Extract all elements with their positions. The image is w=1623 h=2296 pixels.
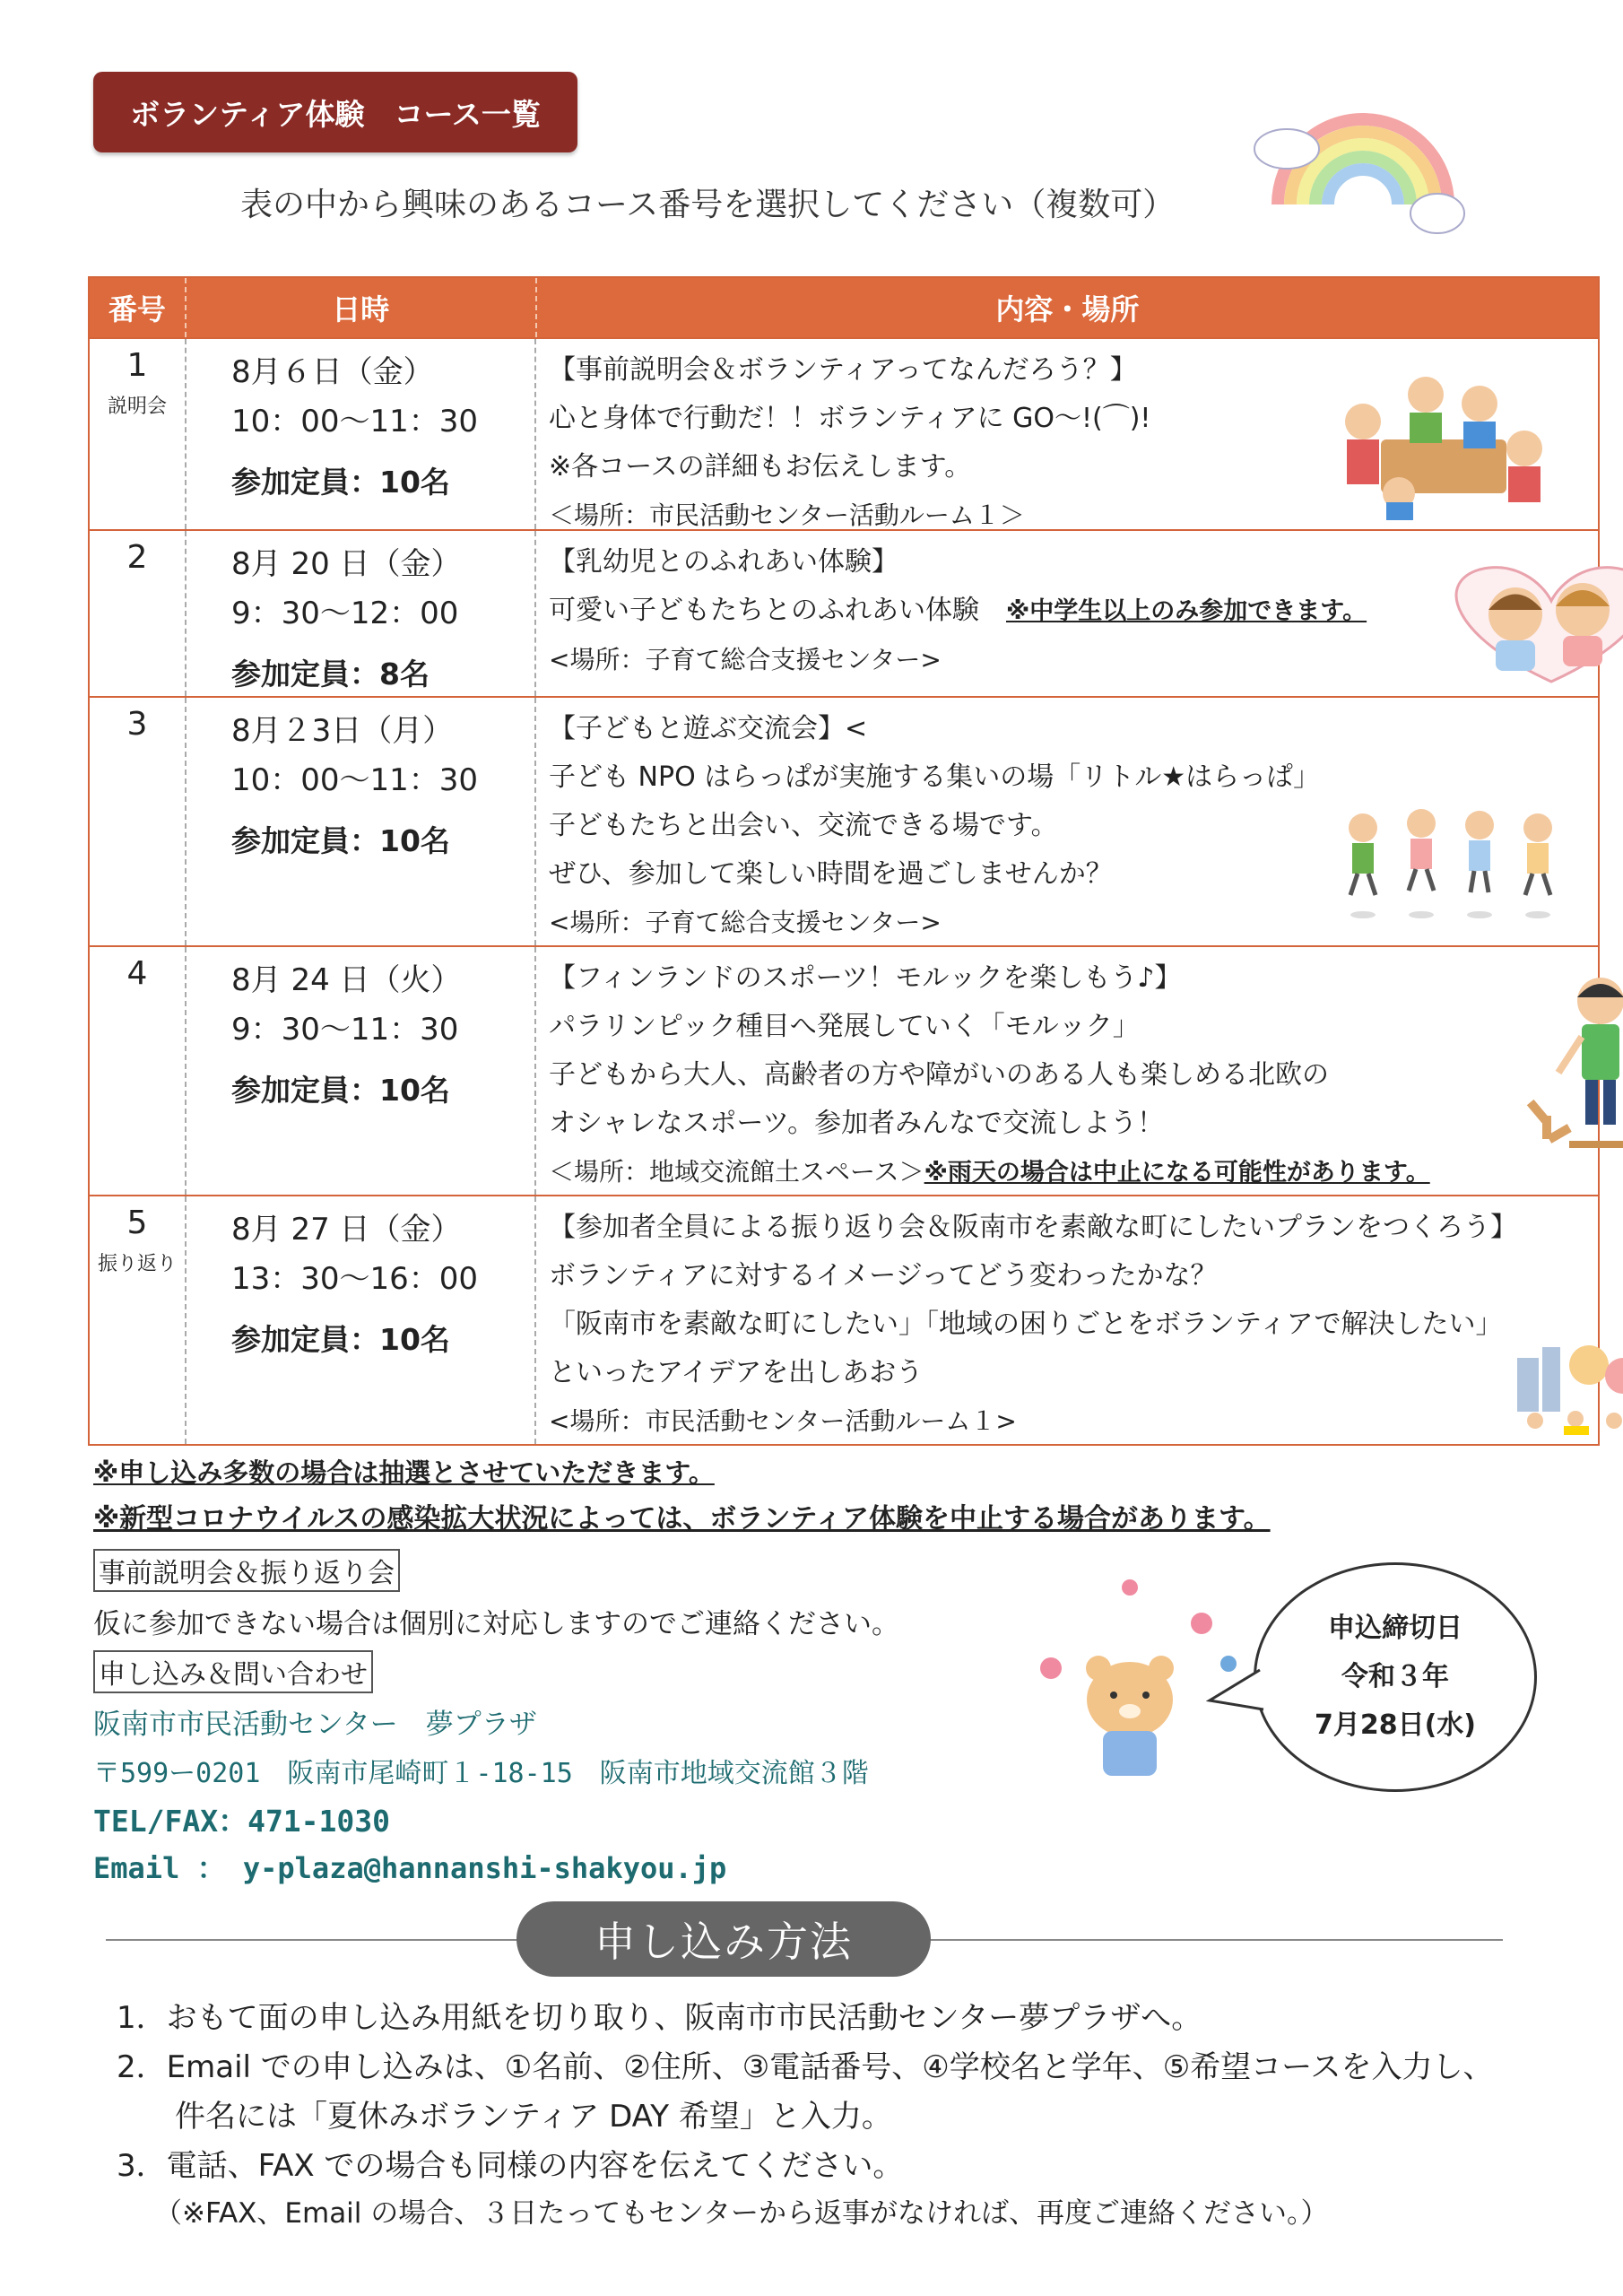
- course-line: オシャレなスポーツ。参加者みんなで交流しよう！: [549, 1108, 1165, 1139]
- step-2-continued: 件名には「夏休みボランティア DAY 希望」と入力。: [175, 2099, 892, 2135]
- table-row: [90, 337, 1598, 529]
- course-number: 1: [126, 347, 148, 384]
- course-capacity: 参加定員：10名: [231, 1073, 450, 1108]
- method-heading: 申し込み方法: [516, 1901, 931, 1977]
- course-date: 8月 20 日（金）: [231, 546, 462, 582]
- course-tag: 振り返り: [97, 1253, 177, 1275]
- absence-text: 仮に参加できない場合は個別に対応しますのでご連絡ください。: [93, 1608, 899, 1640]
- step-2: 2．Email での申し込みは、①名前、②住所、③電話番号、④学校名と学年、⑤希望コースを入力し、: [117, 2049, 1494, 2085]
- course-time: 9：30〜12：00: [231, 596, 459, 631]
- course-number: 3: [126, 706, 148, 743]
- course-title: 【乳幼児とのふれあい体験】: [549, 546, 898, 578]
- course-time: 9：30〜11：30: [231, 1012, 459, 1048]
- course-number: 2: [126, 539, 148, 576]
- step-footnote: （※FAX、Email の場合、３日たってもセンターから返事がなければ、再度ご連絡ください。）: [154, 2197, 1329, 2230]
- course-title: 【子どもと遊ぶ交流会】<: [549, 713, 868, 744]
- header-content: 内容・場所: [535, 278, 1598, 337]
- rainbow-illustration: [1251, 79, 1466, 245]
- org-address: 〒599ー0201 阪南市尾崎町１-18-15 阪南市地域交流館３階: [93, 1758, 869, 1789]
- org-tel: TEL/FAX：471-1030: [93, 1804, 391, 1839]
- header-datetime: 日時: [185, 278, 535, 337]
- section-label-contact: 申し込み＆問い合わせ: [93, 1650, 373, 1693]
- meeting-people-illustration: [1327, 368, 1560, 520]
- course-line: 「阪南市を素敵な町にしたい」「地域の困りごとをボランティアで解決したい」: [549, 1309, 1503, 1340]
- instruction-text: 表の中から興味のあるコース番号を選択してください（複数可）: [240, 187, 1176, 223]
- deadline-date: 7月28日(水): [1314, 1709, 1477, 1741]
- note-covid: [93, 1496, 1271, 1535]
- deadline-era: 令和３年: [1341, 1661, 1449, 1692]
- course-number: 4: [126, 955, 148, 992]
- deadline-label: 申込締切日: [1328, 1613, 1462, 1644]
- course-date: 8月 27 日（金）: [231, 1212, 462, 1248]
- deadline-bubble: [1254, 1562, 1537, 1792]
- course-place-line: [549, 1148, 1598, 1197]
- course-date: 8月６日（金）: [231, 354, 434, 390]
- town-planning-illustration: [1508, 1340, 1623, 1439]
- course-place: ＜場所：地域交流館土スペース＞: [549, 1157, 924, 1187]
- divider-left: [106, 1939, 518, 1941]
- page-title: ボランティア体験 コース一覧: [93, 72, 577, 152]
- course-title: 【フィンランドのスポーツ！モルックを楽しもう♪】: [549, 962, 1182, 994]
- course-line-text: 可愛い子どもたちとのふれあい体験: [549, 595, 979, 626]
- step-1: 1．おもて面の申し込み用紙を切り取り、阪南市市民活動センター夢プラザへ。: [117, 2000, 1202, 2036]
- course-line: 心と身体で行動だ！！ボランティアに GO〜!(⌒)!: [549, 403, 1151, 434]
- course-title: 【事前説明会＆ボランティアってなんだろう？】: [549, 354, 1137, 386]
- org-email: Email ： y-plaza@hannanshi-shakyou.jp: [93, 1851, 727, 1885]
- course-place: <場所：子育て総合支援センター>: [549, 645, 942, 674]
- course-time: 10：00〜11：30: [231, 762, 479, 798]
- table-row: [90, 1195, 1598, 1444]
- table-header: [90, 278, 1598, 337]
- course-line: ぜひ、参加して楽しい時間を過ごしませんか？: [549, 858, 1113, 890]
- course-line: パラリンピック種目へ発展していく「モルック」: [549, 1011, 1140, 1042]
- course-line: ※各コースの詳細もお伝えします。: [549, 451, 972, 483]
- course-line: ボランティアに対するイメージってどう変わったかな？: [549, 1260, 1218, 1292]
- course-time: 13：30〜16：00: [231, 1261, 479, 1297]
- course-number: 5: [126, 1205, 148, 1241]
- note-lottery: [93, 1453, 715, 1490]
- course-note: ※雨天の場合は中止になる可能性があります。: [924, 1159, 1430, 1187]
- course-time: 10：00〜11：30: [231, 404, 479, 439]
- course-title: 【参加者全員による振り返り会＆阪南市を素敵な町にしたいプランをつくろう】: [549, 1212, 1517, 1243]
- course-capacity: 参加定員：8名: [231, 657, 430, 691]
- children-heart-illustration: [1417, 547, 1623, 691]
- course-capacity: 参加定員：10名: [231, 465, 450, 500]
- course-date: 8月２3日（月）: [231, 713, 454, 749]
- course-place: <場所：子育て総合支援センター>: [549, 908, 942, 937]
- note-lottery-text: ※申し込み多数の場合は抽選とさせていただきます。: [93, 1457, 715, 1488]
- table-row: [90, 945, 1598, 1195]
- course-date: 8月 24 日（火）: [231, 962, 462, 998]
- section-label-meetings: 事前説明会＆振り返り会: [93, 1549, 400, 1592]
- bubble-tail: [1206, 1668, 1269, 1722]
- course-line: 子どもたちと出会い、交流できる場です。: [549, 810, 1058, 841]
- org-name: 阪南市市民活動センター 夢プラザ: [93, 1709, 537, 1741]
- jumping-kids-illustration: [1327, 805, 1578, 922]
- course-place: <場所：市民活動センター活動ルーム１>: [549, 1406, 1017, 1436]
- course-note: ※中学生以上のみ参加できます。: [1006, 597, 1367, 625]
- course-line: といったアイデアを出しあおう: [549, 1357, 924, 1388]
- course-tag: 説明会: [107, 396, 167, 418]
- course-place: ＜場所：市民活動センター活動ルーム１＞: [549, 500, 1025, 530]
- note-covid-text: ※新型コロナウイルスの感染拡大状況によっては、ボランティア体験を中止する場合があります。: [93, 1503, 1271, 1535]
- step-3: 3．電話、FAX での場合も同様の内容を伝えてください。: [117, 2148, 904, 2184]
- molkky-player-illustration: [1515, 965, 1623, 1153]
- course-table: [88, 276, 1600, 1446]
- course-line: 子ども NPO はらっぱが実施する集いの場「リトル★はらっぱ」: [549, 761, 1321, 793]
- course-capacity: 参加定員：10名: [231, 1322, 450, 1357]
- table-row: [90, 529, 1598, 696]
- table-row: [90, 696, 1598, 945]
- divider-right: [929, 1939, 1503, 1941]
- course-capacity: 参加定員：10名: [231, 823, 450, 858]
- course-line: 子どもから大人、高齢者の方や障がいのある人も楽しめる北欧の: [549, 1059, 1329, 1091]
- header-number: 番号: [108, 292, 166, 326]
